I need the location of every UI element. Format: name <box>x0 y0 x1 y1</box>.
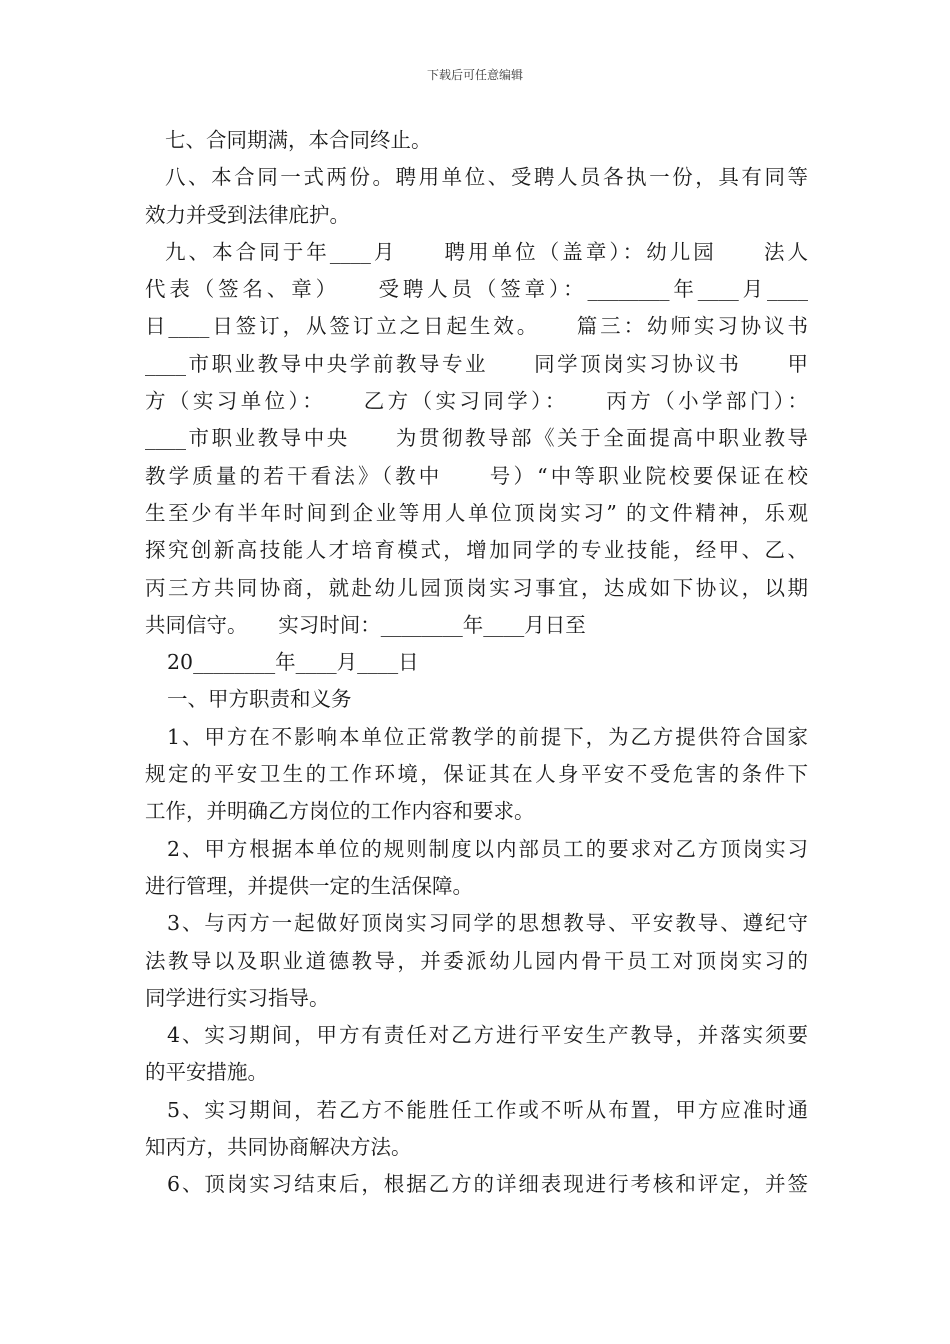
text-line: ____市职业教导中央 为贯彻教导部《关于全面提高中职业教导 <box>145 426 808 451</box>
text-line: 八、本合同一式两份。聘用单位、受聘人员各执一份，具有同等 <box>165 165 808 190</box>
text-line: 6、顶岗实习结束后，根据乙方的详细表现进行考核和评定，并签 <box>167 1172 808 1197</box>
text-line: ____市职业教导中央学前教导专业 同学顶岗实习协议书 甲 <box>145 351 808 376</box>
text-line: 共同信守。 实习时间：________年____月日至 <box>145 612 586 637</box>
text-line: 丙三方共同协商，就赴幼儿园顶岗实习事宜，达成如下协议，以期 <box>145 575 808 600</box>
text-line: 工作，并明确乙方岗位的工作内容和要求。 <box>145 799 535 824</box>
page-header: 下载后可任意编辑 <box>426 68 523 82</box>
text-line: 4、实习期间，甲方有责任对乙方进行平安生产教导，并落实须要 <box>167 1023 808 1048</box>
text-line: 1、甲方在不影响本单位正常教学的前提下，为乙方提供符合国家 <box>167 724 808 749</box>
text-line: 的平安措施。 <box>145 1060 268 1085</box>
text-line: 效力并受到法律庇护。 <box>145 202 350 227</box>
text-line: 5、实习期间，若乙方不能胜任工作或不听从布置，甲方应准时通 <box>167 1097 808 1122</box>
text-line: 20________年____月____日 <box>167 650 419 675</box>
text-line: 进行管理，并提供一定的生活保障。 <box>145 873 473 898</box>
text-line: 探究创新高技能人才培育模式，增加同学的专业技能，经甲、乙、 <box>145 538 808 563</box>
text-line: 3、与丙方一起做好顶岗实习同学的思想教导、平安教导、遵纪守 <box>167 911 808 936</box>
text-line: 法教导以及职业道德教导，并委派幼儿园内骨干员工对顶岗实习的 <box>145 948 808 973</box>
text-line: 知丙方，共同协商解决方法。 <box>145 1135 412 1160</box>
text-line: 九、本合同于年____月 聘用单位（盖章）：幼儿园 法人 <box>165 239 808 264</box>
text-line: 代表（签名、章） 受聘人员（签章）：________年____月____ <box>145 277 808 302</box>
text-line: 生至少有半年时间到企业等用人单位顶岗实习” 的文件精神，乐观 <box>145 500 808 525</box>
text-line: 七、合同期满，本合同终止。 <box>165 128 432 152</box>
document-body <box>145 122 808 1204</box>
text-line: 日____日签订，从签订立之日起生效。 篇三：幼师实习协议书 <box>145 314 808 339</box>
section-heading: 一、甲方职责和义务 <box>167 687 352 712</box>
text-line: 规定的平安卫生的工作环境，保证其在人身平安不受危害的条件下 <box>145 762 808 787</box>
text-line: 方（实习单位）： 乙方（实习同学）： 丙方（小学部门）： <box>145 389 808 414</box>
text-line: 2、甲方根据本单位的规则制度以内部员工的要求对乙方顶岗实习 <box>167 836 808 861</box>
text-line: 教学质量的若干看法》（教中 号）“中等职业院校要保证在校 <box>145 463 808 488</box>
text-line: 同学进行实习指导。 <box>145 985 330 1010</box>
